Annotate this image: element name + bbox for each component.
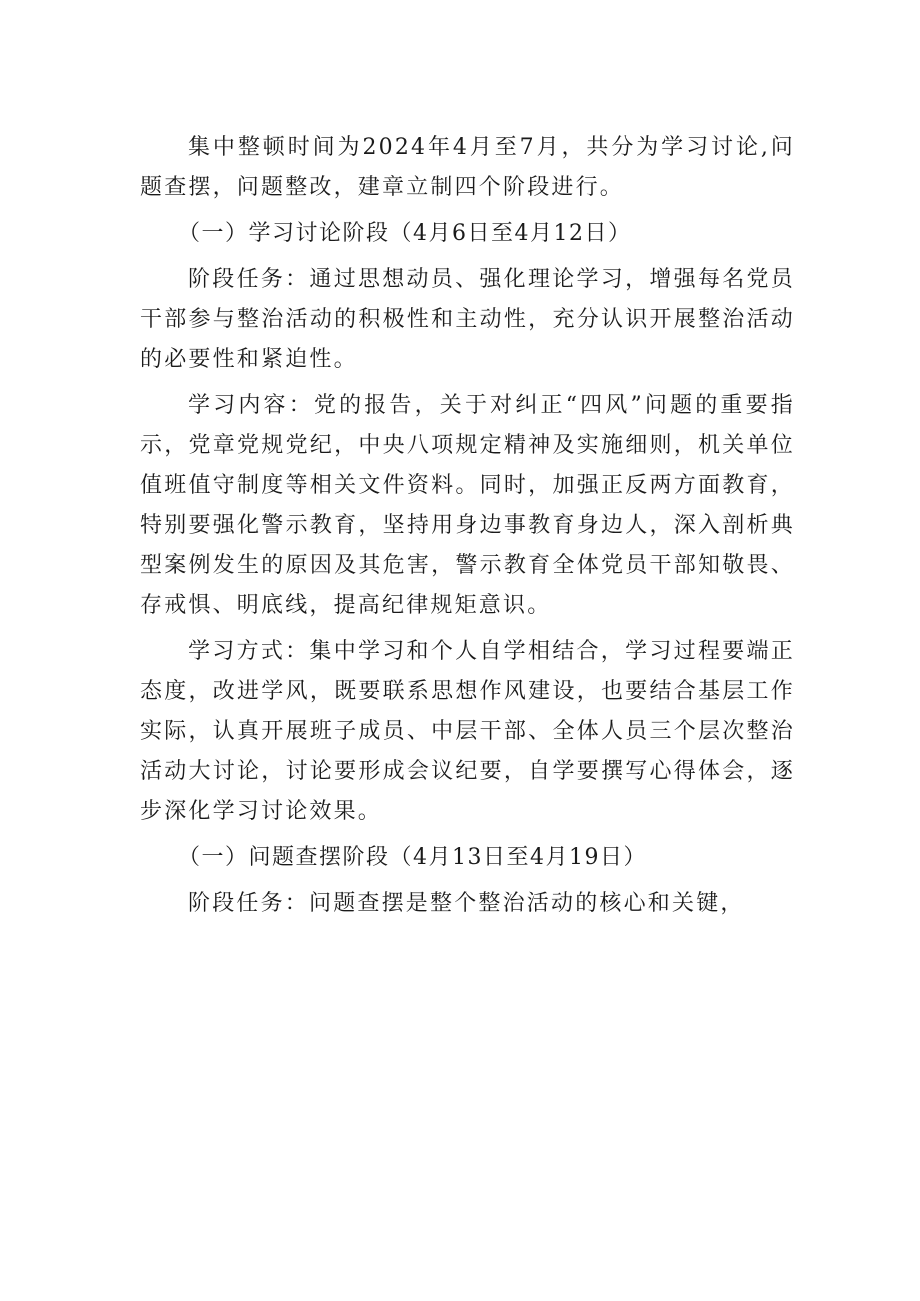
stage-task-paragraph: 阶段任务：通过思想动员、强化理论学习，增强每名党员干部参与整治活动的积极性和主动性，充分认识开展整治活动的必要性和紧迫性。 — [140, 267, 795, 372]
section-heading-study-discussion: （一）学习讨论阶段（4月6日至4月12日） — [178, 221, 632, 246]
problem-check-task-paragraph: 阶段任务：问题查摆是整个整治活动的核心和关键， — [188, 891, 745, 916]
study-content-paragraph: 学习内容：党的报告，关于对纠正“四风”问题的重要指示，党章党规党纪，中央八项规定精神及实施细则，机关单位值班值守制度等相关文件资料。同时，加强正反两方面教育，特别要强化警示教育，坚持用身边事教育身边人，深入剖析典型案例发生的原因及其危害，警示教育全体党员干部知敬畏、存戒惧、明底线，提高纪律规矩意识。 — [140, 393, 795, 618]
section-heading-problem-check: （一）问题查摆阶段（4月13日至4月19日） — [178, 845, 647, 870]
study-method-paragraph: 学习方式：集中学习和个人自学相结合，学习过程要端正态度，改进学风，既要联系思想作风建设，也要结合基层工作实际，认真开展班子成员、中层干部、全体人员三个层次整治活动大讨论，讨论要形成会议纪要，自学要撰写心得体会，逐步深化学习讨论效果。 — [140, 639, 795, 824]
intro-paragraph: 集中整顿时间为2024年4月至7月，共分为学习讨论,问题查摆，问题整改，建章立制四个阶段进行。 — [140, 135, 795, 200]
document-body — [140, 128, 795, 930]
